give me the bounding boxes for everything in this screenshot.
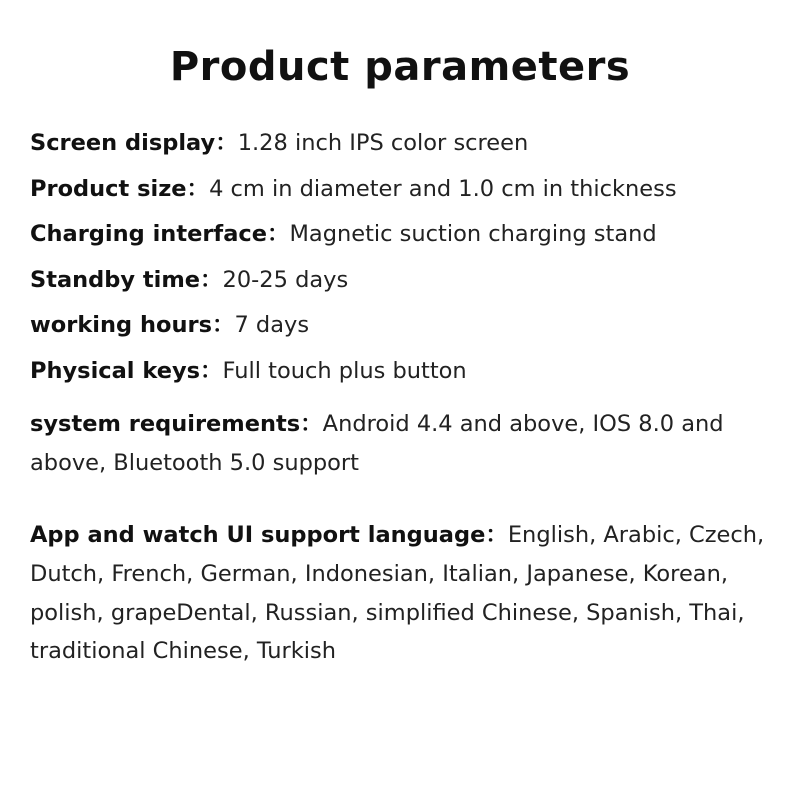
spec-row xyxy=(30,405,770,482)
spec-label: working hours： xyxy=(30,312,235,338)
spec-value: Full touch plus button xyxy=(222,357,467,384)
spec-label: Screen display： xyxy=(30,130,238,156)
spec-row xyxy=(30,175,770,202)
page-title: Product parameters xyxy=(169,44,631,90)
spec-value: 20-25 days xyxy=(222,266,349,293)
spec-row xyxy=(30,314,770,337)
spec-label: system requirements： xyxy=(30,411,323,437)
spec-label: Standby time： xyxy=(30,266,223,293)
spec-list xyxy=(30,132,770,482)
spec-label: Physical keys： xyxy=(30,357,223,384)
language-support-value: English, Arabic, Czech, Dutch, French, German, Indonesian, Italian, Japanese, Korean, polish, grapeDental, Russian, simplified Chinese, Spanish, Thai, traditional Chinese, Turkish xyxy=(30,522,765,665)
spec-value: Magnetic suction charging stand xyxy=(289,221,657,247)
spec-row xyxy=(30,357,770,384)
spec-value: 1.28 inch IPS color screen xyxy=(237,130,529,156)
spec-label: Charging interface： xyxy=(30,221,290,247)
spec-value: Android 4.4 and above, IOS 8.0 and above, Bluetooth 5.0 support xyxy=(30,411,724,476)
spec-value: 4 cm in diameter and 1.0 cm in thickness xyxy=(209,175,677,202)
spec-row xyxy=(30,223,770,246)
language-support-label: App and watch UI support language： xyxy=(30,522,508,549)
spec-row xyxy=(30,132,770,155)
spec-label: Product size： xyxy=(30,175,210,202)
language-support-section xyxy=(30,516,770,671)
section-divider-space xyxy=(30,482,770,516)
spec-row xyxy=(30,266,770,293)
spec-value: 7 days xyxy=(234,312,310,338)
